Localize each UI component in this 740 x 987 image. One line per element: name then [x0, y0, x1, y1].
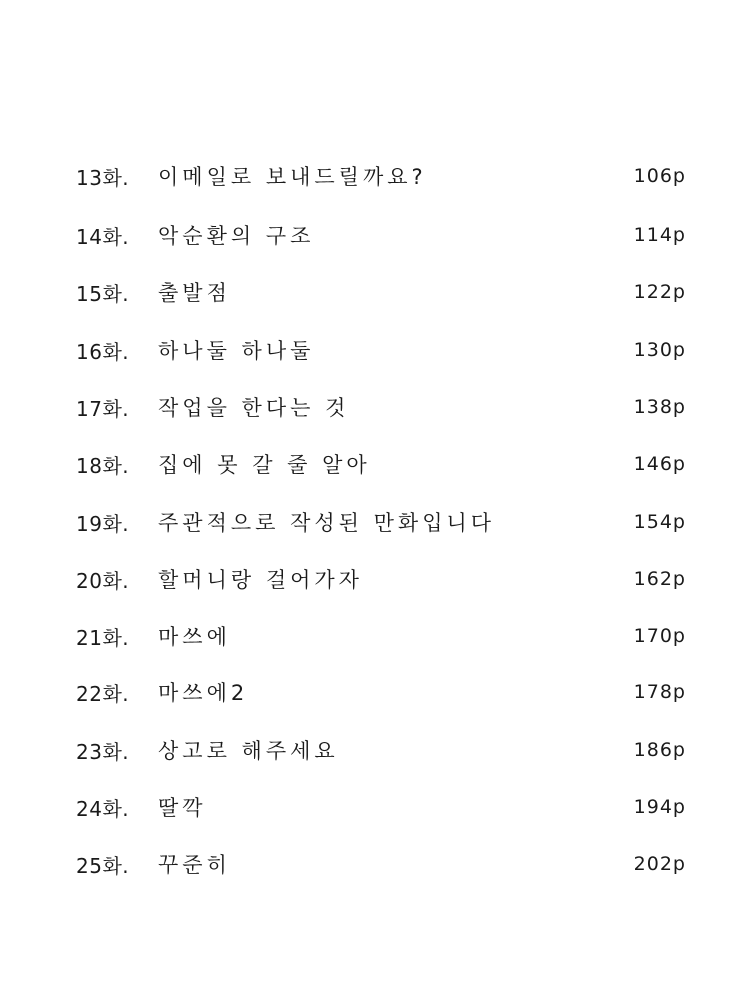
chapter-title: 마쓰에	[158, 625, 231, 649]
chapter-title: 이메일로 보내드릴까요?	[158, 165, 427, 189]
chapter-number: 25화.	[76, 853, 130, 878]
page-number: 202p	[633, 853, 686, 875]
chapter-number: 21화.	[76, 625, 130, 650]
toc-entry-25	[76, 847, 686, 881]
chapter-title: 주관적으로 작성된 만화입니다	[158, 511, 496, 535]
chapter-number: 13화.	[76, 165, 130, 190]
chapter-number: 20화.	[76, 568, 130, 593]
toc-entry-18	[76, 447, 686, 481]
toc-entry-14	[76, 218, 686, 252]
chapter-number: 22화.	[76, 681, 130, 706]
page-number: 154p	[633, 511, 686, 533]
toc-entry-20	[76, 562, 686, 596]
chapter-number: 17화.	[76, 396, 130, 421]
page-number: 146p	[633, 453, 686, 475]
page-number: 178p	[633, 681, 686, 703]
chapter-number: 18화.	[76, 453, 130, 478]
chapter-title: 마쓰에2	[158, 681, 249, 705]
page-number: 162p	[633, 568, 686, 590]
page-number: 186p	[633, 739, 686, 761]
page-number: 114p	[633, 224, 686, 246]
chapter-number: 24화.	[76, 796, 130, 821]
page-number: 170p	[633, 625, 686, 647]
toc-entry-17	[76, 390, 686, 424]
page-number: 130p	[633, 339, 686, 361]
page-number: 138p	[633, 396, 686, 418]
chapter-title: 꾸준히	[158, 853, 231, 877]
chapter-title: 출발점	[158, 281, 231, 305]
chapter-number: 15화.	[76, 281, 130, 306]
chapter-title: 집에 못 갈 줄 알아	[158, 453, 371, 477]
page-number: 194p	[633, 796, 686, 818]
chapter-title: 할머니랑 걸어가자	[158, 568, 363, 592]
toc-entry-16	[76, 333, 686, 367]
chapter-title: 작업을 한다는 것	[158, 396, 350, 420]
toc-entry-22	[76, 675, 686, 709]
chapter-number: 14화.	[76, 224, 130, 249]
toc-entry-13	[76, 159, 686, 193]
chapter-title: 상고로 해주세요	[158, 739, 339, 763]
page-number: 122p	[633, 281, 686, 303]
toc-entry-24	[76, 790, 686, 824]
page-number: 106p	[633, 165, 686, 187]
toc-entry-15	[76, 275, 686, 309]
toc-entry-21	[76, 619, 686, 653]
chapter-title: 악순환의 구조	[158, 224, 315, 248]
chapter-number: 19화.	[76, 511, 130, 536]
chapter-title: 딸깍	[158, 796, 207, 820]
toc-entry-19	[76, 505, 686, 539]
chapter-title: 하나둘 하나둘	[158, 339, 315, 363]
toc-entry-23	[76, 733, 686, 767]
chapter-number: 23화.	[76, 739, 130, 764]
chapter-number: 16화.	[76, 339, 130, 364]
